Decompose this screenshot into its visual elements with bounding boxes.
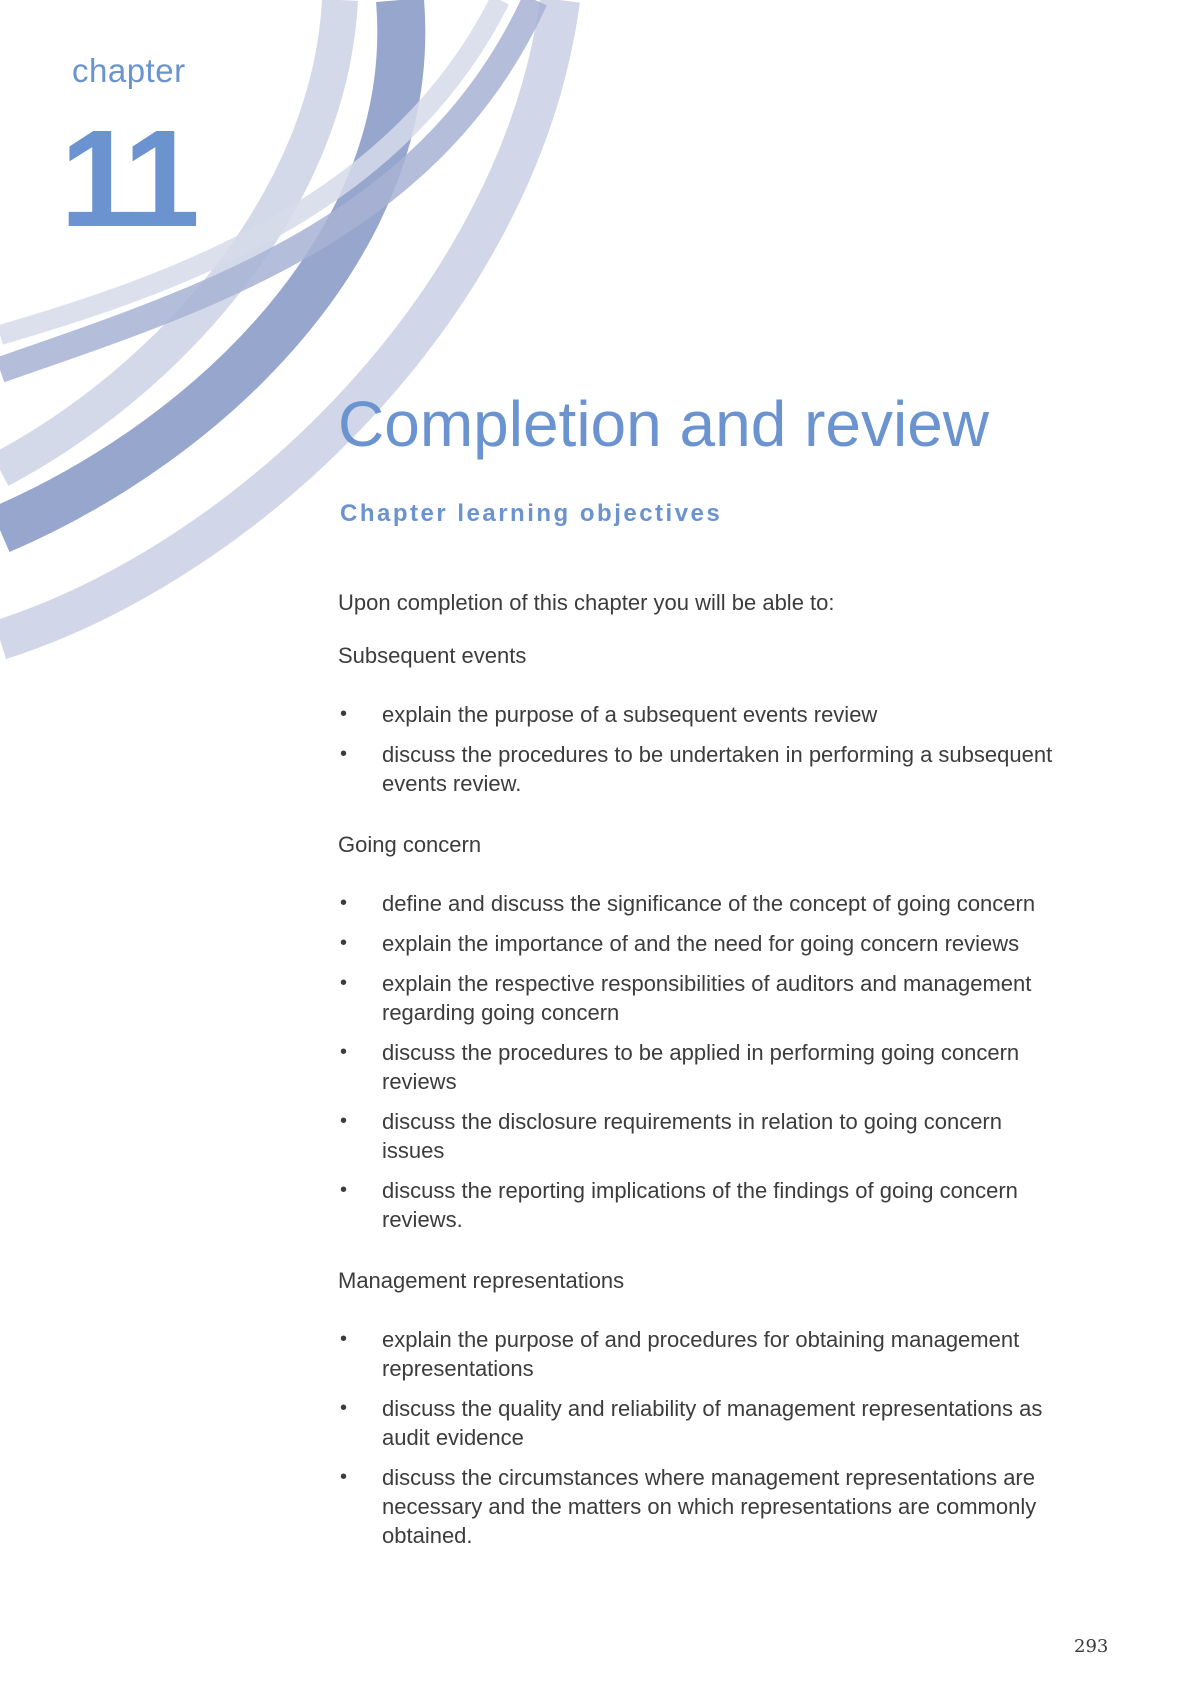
list-item-text: define and discuss the significance of the concept of going concern xyxy=(382,891,1036,916)
list-item-text: discuss the circumstances where management representations are necessary and the matters on which representations are commonly obtained. xyxy=(382,1465,1037,1548)
list-item xyxy=(338,1038,1058,1096)
page-title: Completion and review xyxy=(338,388,989,460)
swoosh-light-outer xyxy=(0,0,560,640)
swoosh-group xyxy=(0,0,560,640)
list-item-text: explain the purpose of and procedures for obtaining management representations xyxy=(382,1327,1020,1381)
list-item xyxy=(338,1463,1058,1550)
list-item xyxy=(338,1325,1058,1383)
list-item-text: explain the respective responsibilities of auditors and management regarding going concern xyxy=(382,971,1032,1025)
list-item-text: explain the importance of and the need for going concern reviews xyxy=(382,931,1020,956)
objectives-heading: Chapter learning objectives xyxy=(340,500,723,527)
list-item-text: discuss the quality and reliability of management representations as audit evidence xyxy=(382,1396,1043,1450)
bullet-icon: • xyxy=(340,1041,348,1063)
objective-list xyxy=(338,889,1058,1234)
list-item xyxy=(338,1107,1058,1165)
list-item-text: discuss the procedures to be undertaken in performing a subsequent events review. xyxy=(382,742,1053,796)
list-item-text: explain the purpose of a subsequent events review xyxy=(382,702,878,727)
section-heading: Subsequent events xyxy=(338,643,527,668)
list-item xyxy=(338,889,1058,918)
list-item-text: discuss the disclosure requirements in relation to going concern issues xyxy=(382,1109,1002,1163)
section-subsequent-events xyxy=(338,641,1058,798)
page-number: 293 xyxy=(1074,1636,1109,1657)
section-management-representations xyxy=(338,1266,1058,1550)
list-item xyxy=(338,740,1058,798)
section-heading: Management representations xyxy=(338,1268,625,1293)
list-item xyxy=(338,700,1058,729)
list-item xyxy=(338,969,1058,1027)
bullet-icon: • xyxy=(340,1328,348,1350)
bullet-icon: • xyxy=(340,1179,348,1201)
objective-list xyxy=(338,700,1058,798)
objectives-content xyxy=(338,588,1058,1582)
list-item-text: discuss the procedures to be applied in performing going concern reviews xyxy=(382,1040,1020,1094)
bullet-icon: • xyxy=(340,743,348,765)
bullet-icon: • xyxy=(340,1110,348,1132)
section-going-concern xyxy=(338,830,1058,1234)
list-item xyxy=(338,1394,1058,1452)
chapter-label: chapter xyxy=(72,52,186,89)
list-item-text: discuss the reporting implications of the findings of going concern reviews. xyxy=(382,1178,1018,1232)
list-item xyxy=(338,929,1058,958)
bullet-icon: • xyxy=(340,932,348,954)
bullet-icon: • xyxy=(340,972,348,994)
bullet-icon: • xyxy=(340,1397,348,1419)
intro-text: Upon completion of this chapter you will be able to: xyxy=(338,590,835,615)
bullet-icon: • xyxy=(340,892,348,914)
chapter-number: 11 xyxy=(60,102,194,256)
section-heading: Going concern xyxy=(338,832,482,857)
list-item xyxy=(338,1176,1058,1234)
bullet-icon: • xyxy=(340,1466,348,1488)
bullet-icon: • xyxy=(340,703,348,725)
objective-list xyxy=(338,1325,1058,1550)
